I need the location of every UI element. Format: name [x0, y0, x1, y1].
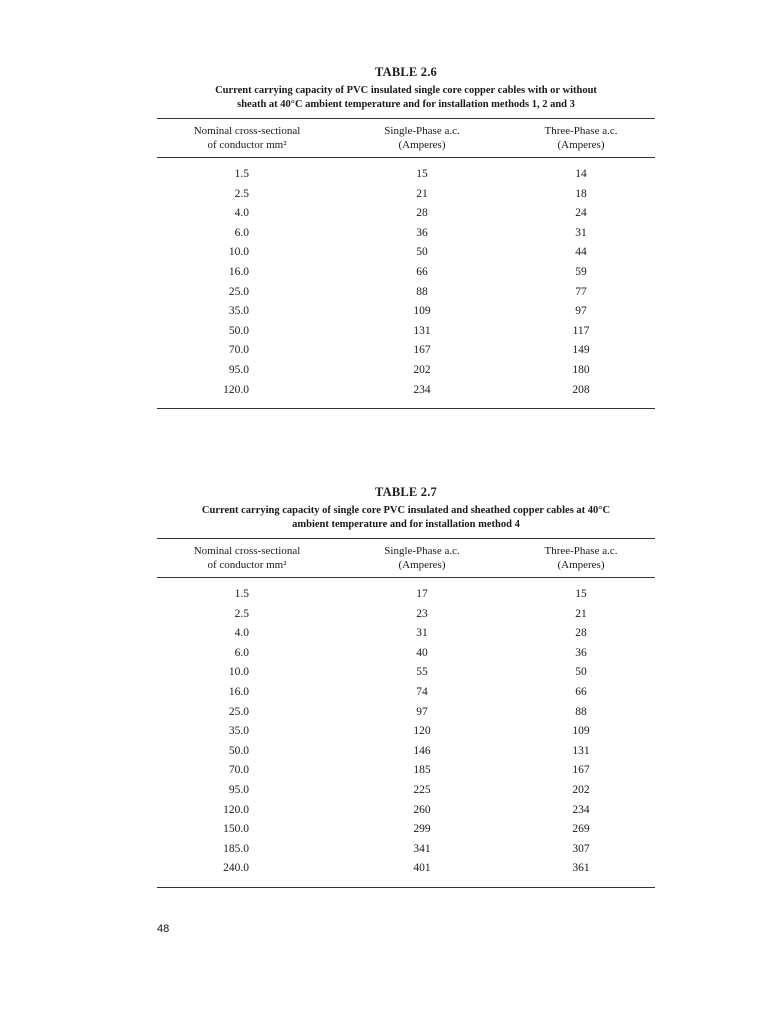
cell-three-phase: 97 [575, 305, 587, 318]
header-cross-section-line-1: Nominal cross-sectional [193, 545, 301, 557]
cell-single-phase: 225 [413, 783, 431, 796]
header-cross-section-line-2: of conductor mm² [207, 139, 287, 151]
cell-cross-section: 4.0 [234, 207, 249, 220]
table-row [157, 859, 655, 879]
cell-three-phase: 59 [575, 265, 587, 278]
cell-single-phase: 234 [413, 383, 431, 396]
cell-three-phase: 18 [575, 187, 587, 200]
table-body [157, 578, 655, 887]
header-cross-section-line-2: of conductor mm² [207, 559, 287, 571]
table-row [157, 820, 655, 840]
table-2-7-block [157, 484, 655, 888]
table-body [157, 158, 655, 408]
cell-cross-section: 70.0 [228, 344, 249, 357]
header-single-phase-line-2: (Amperes) [398, 559, 446, 571]
cell-single-phase: 146 [413, 744, 431, 757]
table-row [157, 243, 655, 263]
cell-cross-section: 4.0 [234, 627, 249, 640]
cell-cross-section: 6.0 [234, 646, 249, 659]
table-row [157, 761, 655, 781]
cell-single-phase: 15 [416, 168, 428, 180]
cell-three-phase: 131 [572, 744, 590, 757]
cell-cross-section: 25.0 [228, 705, 249, 718]
table-row [157, 165, 655, 185]
table-number: TABLE 2.6 [375, 65, 437, 79]
cell-single-phase: 341 [413, 842, 431, 855]
cell-three-phase: 28 [575, 627, 587, 640]
header-three-phase-line-2: (Amperes) [557, 559, 605, 571]
cell-three-phase: 109 [572, 725, 590, 738]
table-header-row [157, 539, 655, 577]
table-caption-line-1: Current carrying capacity of single core PVC insulated and sheathed copper cables at 40°C [201, 505, 611, 516]
cell-cross-section: 10.0 [228, 666, 249, 679]
cell-cross-section: 95.0 [228, 363, 249, 376]
header-three-phase [507, 544, 655, 572]
cell-cross-section: 35.0 [228, 305, 249, 318]
cell-cross-section: 120.0 [223, 383, 249, 396]
cell-cross-section: 150.0 [223, 823, 249, 836]
header-single-phase-line-2: (Amperes) [398, 139, 446, 151]
table-row [157, 204, 655, 224]
cell-cross-section: 2.5 [234, 187, 249, 200]
header-three-phase-line-1: Three-Phase a.c. [544, 545, 618, 557]
table-row [157, 283, 655, 303]
table-row [157, 683, 655, 703]
table-row [157, 742, 655, 762]
cell-single-phase: 109 [413, 305, 431, 318]
table-row [157, 322, 655, 342]
cell-cross-section: 50.0 [228, 324, 249, 337]
cell-three-phase: 36 [575, 646, 587, 659]
table-caption-line-2: ambient temperature and for installation method 4 [292, 519, 520, 530]
cell-cross-section: 35.0 [228, 725, 249, 738]
table-bottom-rule [157, 408, 655, 409]
cell-three-phase: 234 [572, 803, 590, 816]
cell-single-phase: 401 [413, 862, 431, 875]
table-row [157, 663, 655, 683]
cell-three-phase: 208 [572, 383, 590, 396]
cell-single-phase: 120 [413, 725, 431, 738]
header-cross-section [157, 124, 337, 152]
table-row [157, 781, 655, 801]
table-row [157, 624, 655, 644]
cell-cross-section: 2.5 [234, 607, 249, 620]
cell-single-phase: 50 [416, 246, 428, 259]
cell-cross-section: 1.5 [234, 168, 249, 180]
cell-three-phase: 117 [572, 324, 590, 337]
table-row [157, 605, 655, 625]
cell-single-phase: 299 [413, 823, 431, 836]
cell-three-phase: 50 [575, 666, 587, 679]
header-cross-section [157, 544, 337, 572]
cell-three-phase: 307 [572, 842, 590, 855]
header-single-phase-line-1: Single-Phase a.c. [384, 545, 460, 557]
cell-single-phase: 97 [416, 705, 428, 718]
cell-cross-section: 10.0 [228, 246, 249, 259]
cell-three-phase: 88 [575, 705, 587, 718]
header-three-phase-line-1: Three-Phase a.c. [544, 125, 618, 137]
cell-three-phase: 77 [575, 285, 587, 298]
cell-three-phase: 44 [575, 246, 587, 259]
cell-cross-section: 50.0 [228, 744, 249, 757]
cell-single-phase: 88 [416, 285, 428, 298]
table-row [157, 381, 655, 401]
cell-three-phase: 202 [572, 783, 590, 796]
cell-single-phase: 31 [416, 627, 428, 640]
cell-single-phase: 202 [413, 363, 431, 376]
cell-cross-section: 185.0 [223, 842, 249, 855]
table-row [157, 585, 655, 605]
cell-cross-section: 16.0 [228, 685, 249, 698]
table-2-6-block [157, 64, 655, 409]
table-caption [157, 84, 655, 112]
table-caption-line-2: sheath at 40°C ambient temperature and for installation methods 1, 2 and 3 [237, 99, 575, 110]
cell-single-phase: 40 [416, 646, 428, 659]
cell-single-phase: 21 [416, 187, 428, 200]
cell-cross-section: 240.0 [223, 862, 249, 875]
table-row [157, 224, 655, 244]
cell-three-phase: 269 [572, 823, 590, 836]
cell-single-phase: 66 [416, 265, 428, 278]
cell-cross-section: 95.0 [228, 783, 249, 796]
page-number: 48 [157, 923, 170, 935]
table-row [157, 801, 655, 821]
cell-single-phase: 36 [416, 226, 428, 239]
cell-single-phase: 55 [416, 666, 428, 679]
cell-cross-section: 6.0 [234, 226, 249, 239]
header-single-phase-line-1: Single-Phase a.c. [384, 125, 460, 137]
cell-three-phase: 15 [575, 588, 587, 600]
cell-single-phase: 17 [416, 588, 428, 600]
cell-cross-section: 120.0 [223, 803, 249, 816]
cell-single-phase: 260 [413, 803, 431, 816]
table-row [157, 341, 655, 361]
cell-three-phase: 361 [572, 862, 590, 875]
cell-three-phase: 180 [572, 363, 590, 376]
table-row [157, 840, 655, 860]
table-number: TABLE 2.7 [375, 485, 437, 499]
cell-cross-section: 25.0 [228, 285, 249, 298]
header-single-phase [337, 124, 507, 152]
cell-single-phase: 28 [416, 207, 428, 220]
table-row [157, 302, 655, 322]
cell-single-phase: 131 [413, 324, 431, 337]
cell-single-phase: 185 [413, 764, 431, 777]
cell-three-phase: 167 [572, 764, 590, 777]
table-caption [157, 504, 655, 532]
cell-single-phase: 74 [416, 685, 428, 698]
header-single-phase [337, 544, 507, 572]
table-bottom-rule [157, 887, 655, 888]
cell-three-phase: 14 [575, 168, 587, 180]
cell-single-phase: 23 [416, 607, 428, 620]
table-row [157, 361, 655, 381]
cell-three-phase: 24 [575, 207, 587, 220]
cell-single-phase: 167 [413, 344, 431, 357]
table-caption-line-1: Current carrying capacity of PVC insulated single core copper cables with or without [215, 85, 597, 96]
table-row [157, 722, 655, 742]
cell-cross-section: 16.0 [228, 265, 249, 278]
cell-three-phase: 66 [575, 685, 587, 698]
table-row [157, 263, 655, 283]
header-cross-section-line-1: Nominal cross-sectional [193, 125, 301, 137]
cell-three-phase: 21 [575, 607, 587, 620]
header-three-phase-line-2: (Amperes) [557, 139, 605, 151]
cell-three-phase: 149 [572, 344, 590, 357]
cell-cross-section: 70.0 [228, 764, 249, 777]
table-row [157, 185, 655, 205]
cell-cross-section: 1.5 [234, 588, 249, 600]
table-header-row [157, 119, 655, 157]
table-row [157, 703, 655, 723]
table-row [157, 644, 655, 664]
header-three-phase [507, 124, 655, 152]
cell-three-phase: 31 [575, 226, 587, 239]
